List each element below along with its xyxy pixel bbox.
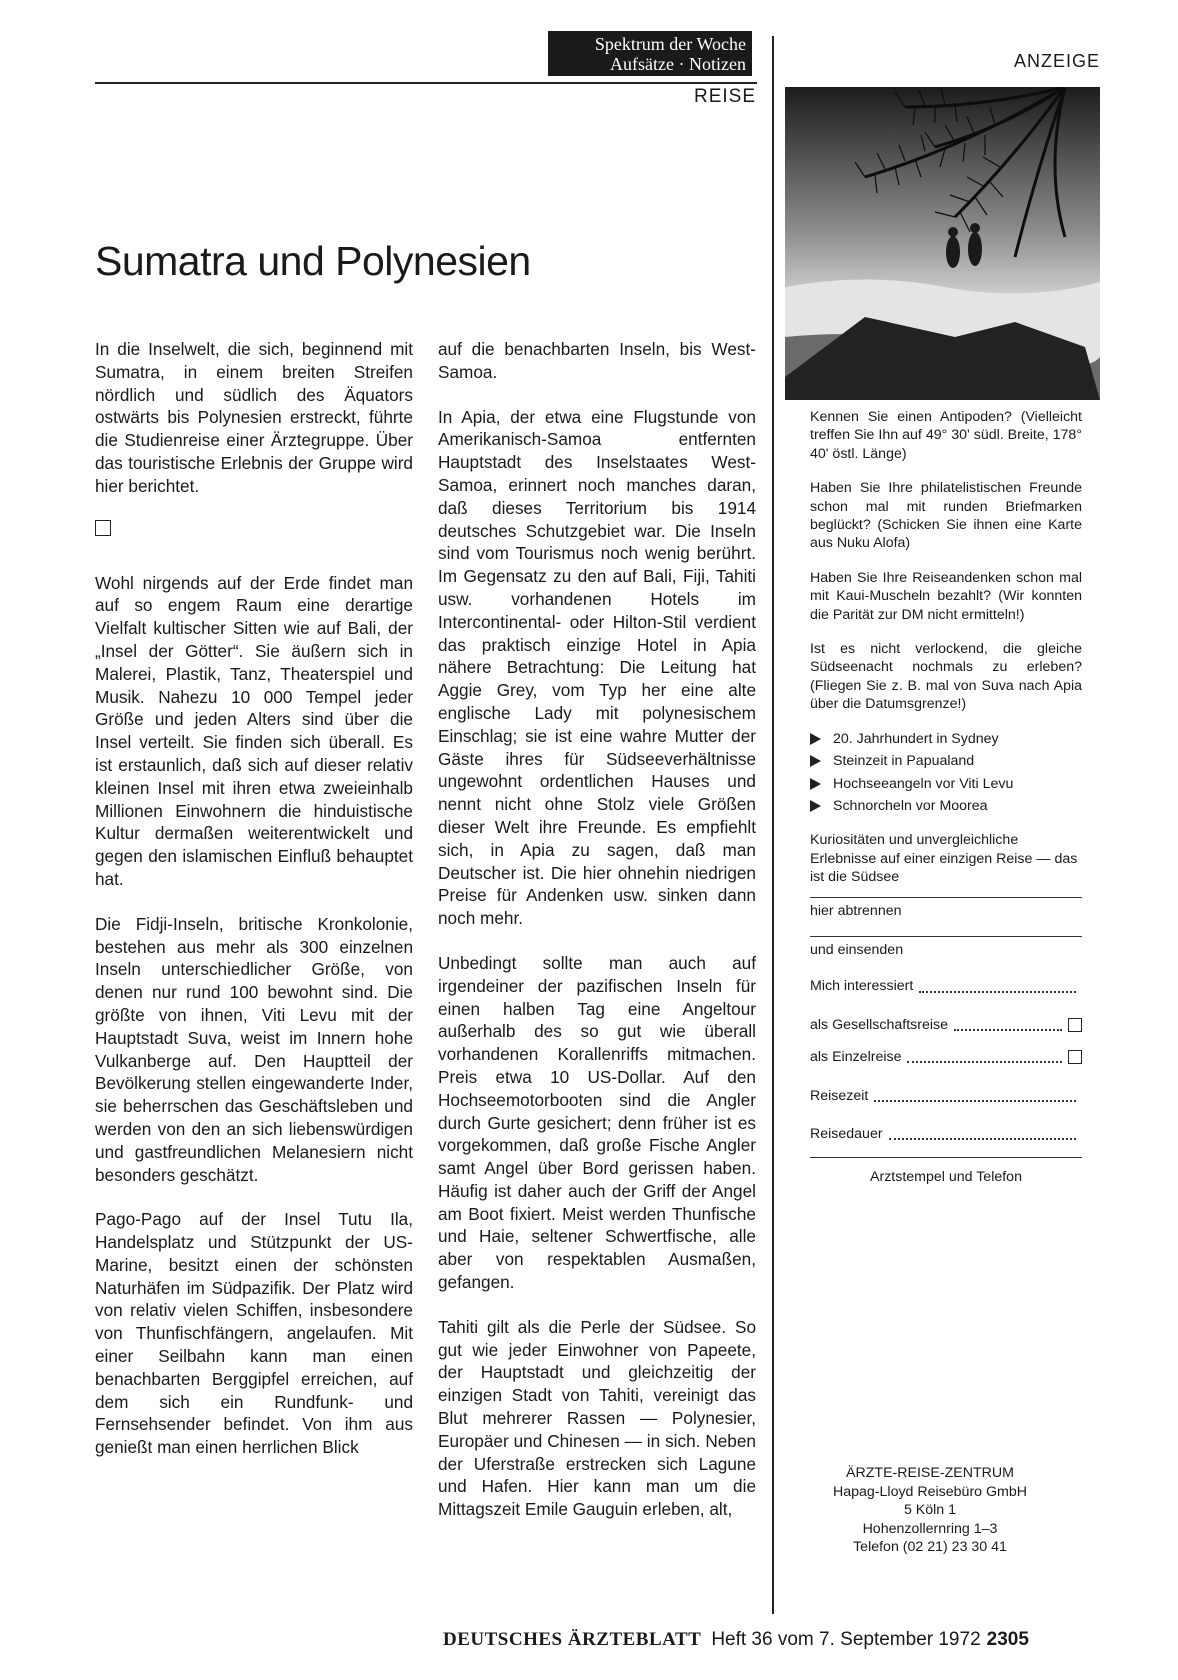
page-number: 2305 — [986, 1629, 1029, 1650]
advertisement — [810, 408, 1082, 1187]
bullet-text: Hochseeangeln vor Viti Levu — [833, 775, 1014, 792]
cut-line — [810, 897, 1082, 898]
travel-time-row — [810, 1087, 1082, 1105]
ad-paragraph: Ist es nicht verlockend, die gleiche Südseenacht nochmals zu erleben? (Fliegen Sie z. B. mal von Suva nach Apia über die Datumsgrenze!) — [810, 641, 1082, 713]
column-divider — [772, 36, 774, 1614]
single-travel-row — [810, 1048, 1082, 1066]
page-footer — [443, 1629, 1029, 1651]
ad-paragraph: Kennen Sie einen Antipoden? (Vielleicht treffen Sie Ihn auf 49° 30' südl. Breite, 178° 40' östl. Länge) — [810, 409, 1082, 462]
single-travel-checkbox[interactable] — [1068, 1050, 1082, 1064]
triangle-bullet-icon — [810, 755, 821, 767]
paragraph: Unbedingt sollte man auch auf irgendeiner der pazifischen Inseln für einen halben Tag eine Angeltour außerhalb des so gut wie überall vorhandenen Korallenriffs mitmachen. Preis etwa 10 US-Dollar. Auf den Hochseemotorbooten sind die Angler durch Gurte gesichert; denn früher ist es vorgekommen, daß große Fische Angler samt Angel über Bord gerissen haben. Häufig ist daher auch der Griff der Angel am Boot fixiert. Meist werden Thunfische und Haie, seltener Schwertfische, alle aber von respektablen Ausmaßen, gefangen. — [438, 952, 756, 1293]
article-column-1 — [95, 338, 413, 1481]
bullet-text: Steinzeit in Papualand — [833, 753, 975, 770]
group-travel-row — [810, 1016, 1082, 1034]
beach-photo — [785, 87, 1100, 400]
section-badge — [548, 31, 752, 76]
paragraph: auf die benachbarten Inseln, bis West-Samoa. — [438, 339, 756, 382]
journal-name: DEUTSCHES ÄRZTEBLATT — [443, 1629, 702, 1650]
paragraph: Wohl nirgends auf der Erde findet man auf so engem Raum eine derartige Vielfalt kultischer Sitten wie auf Bali, der „Insel der Götter“. Sie äußern sich in Malerei, Plastik, Tanz, Theaterspiel und Musik. Nahezu 10 000 Tempel jeder Größe und jeden Alters sind über die Insel verteilt. Sie finden sich überall. Es ist erstaunlich, daß sich auf dieser relativ kleinen Insel mit ihren etwa zweieinhalb Millionen Einwohnern die hinduistische Kultur dermaßen weiterentwickelt und gegen den islamischen Einfluß behauptet hat. — [95, 572, 413, 889]
dotted-line[interactable] — [874, 1090, 1076, 1102]
ad-paragraph: Haben Sie Ihre philatelistischen Freunde schon mal mit runden Briefmarken beglückt? (Schicken Sie ihnen eine Karte aus Nuku Alofa) — [810, 480, 1082, 552]
badge-line-2: Aufsätze · Notizen — [610, 54, 746, 74]
cut-line — [810, 936, 1082, 937]
agency-company: Hapag-Lloyd Reisebüro GmbH — [833, 1483, 1027, 1500]
triangle-bullet-icon — [810, 800, 821, 812]
ad-bullet-list — [810, 730, 1082, 816]
ad-paragraph: Haben Sie Ihre Reiseandenken schon mal mit Kaui-Muscheln bezahlt? (Wir konnten die Parität zur DM nicht ermitteln!) — [810, 569, 1082, 623]
list-item — [810, 797, 1082, 815]
badge-line-1: Spektrum der Woche — [594, 34, 746, 54]
send-instruction: und einsenden — [810, 941, 904, 958]
single-travel-label: als Einzelreise — [810, 1049, 902, 1066]
travel-time-label: Reisezeit — [810, 1087, 869, 1104]
travel-duration-label: Reisedauer — [810, 1125, 883, 1142]
stamp-label: Arztstempel und Telefon — [870, 1169, 1022, 1186]
cut-instruction: hier abtrennen — [810, 902, 902, 919]
bullet-text: 20. Jahrhundert in Sydney — [833, 730, 999, 747]
ad-label: ANZEIGE — [1013, 51, 1100, 71]
paragraph: In Apia, der etwa eine Flugstunde von Amerikanisch-Samoa entfernten Hauptstadt des Inselstaates West-Samoa, erinnert noch manches daran, daß dieses Territorium bis 1914 deutsches Schutzgebiet war. Die Inseln sind vom Tourismus noch wenig berührt. Im Gegensatz zu den auf Bali, Fiji, Tahiti usw. vorhandenen Hotels im Intercontinental- oder Hilton-Stil verdient das praktisch einzige Hotel in Apia nähere Betrachtung: Die Leitung hat Aggie Grey, vom Typ her eine alte englische Lady mit polynesischem Einschlag; sie ist eine wahre Mutter der Gäste ihres für Südseeverhältnisse ungewohnt ordentlichen Hauses und nennt nicht ohne Stolz viele Größen dieser Welt ihre Freunde. Es empfiehlt sich, in Apia zu sagen, daß man Deutscher ist. Die hier ohnehin niedrigen Preise für Andenken usw. sinken dann noch mehr. — [438, 406, 756, 929]
agency-name: ÄRZTE-REISE-ZENTRUM — [846, 1465, 1014, 1481]
bullet-text: Schnorcheln vor Moorea — [833, 797, 988, 814]
dotted-line[interactable] — [919, 981, 1076, 993]
group-travel-checkbox[interactable] — [1068, 1018, 1082, 1032]
list-item — [810, 752, 1082, 770]
agency-street: Hohenzollernring 1–3 — [862, 1520, 998, 1537]
section-label: REISE — [693, 86, 756, 107]
paragraph: Die Fidji-Inseln, britische Kronkolonie, bestehen aus mehr als 300 einzelnen Inseln unterschiedlicher Größe, von denen nur rund 100 bewohnt sind. Die größte von ihnen, Viti Levu mit der Hauptstadt Suva, weist im Innern hohe Vulkanberge auf. Den Hauptteil der Bevölkerung stellen eingewanderte Inder, sie beherrschen das Geschäftsleben und werden von den an sich liebenswürdigen und gastfreundlichen Melanesiern nicht besonders geschätzt. — [95, 913, 413, 1185]
issue-info: Heft 36 vom 7. September 1972 — [711, 1629, 981, 1650]
dotted-line — [907, 1051, 1062, 1063]
triangle-bullet-icon — [810, 733, 821, 745]
dotted-line[interactable] — [889, 1128, 1076, 1140]
article-column-2 — [438, 338, 756, 1543]
header-rule — [95, 82, 757, 84]
paragraph: Tahiti gilt als die Perle der Südsee. So gut wie jeder Einwohner von Papeete, der Hauptstadt und gleichzeitig der einzigen Stadt von Tahiti, vereinigt das Blut mehrerer Rassen — Polynesier, Europäer und Chinesen — in sich. Neben der Uferstraße erstrecken sich Lagune und Hafen. Hier kann man um die Mittagszeit Emile Gauguin erleben, alt, — [438, 1316, 756, 1520]
ad-paragraph: Kuriositäten und unvergleichliche Erlebnisse auf einer einzigen Reise — das ist die Südsee — [810, 832, 1078, 886]
paragraph: Pago-Pago auf der Insel Tutu Ila, Handelsplatz und Stützpunkt der US-Marine, besitzt einen der schönsten Naturhäfen im Südpazifik. Der Platz wird von relativ vielen Schiffen, insbesondere von Thunfischfängern, angelaufen. Mit einer Seilbahn kann man einen benachbarten Berggipfel erreichen, auf dem sich ein Rundfunk- und Fernsehsender befindet. Von ihm aus genießt man einen herrlichen Blick — [95, 1209, 413, 1458]
dotted-line — [954, 1019, 1062, 1031]
interest-row — [810, 977, 1082, 995]
stamp-rule — [810, 1157, 1082, 1158]
agency-city: 5 Köln 1 — [903, 1502, 957, 1519]
group-travel-label: als Gesellschaftsreise — [810, 1016, 948, 1033]
triangle-bullet-icon — [810, 778, 821, 790]
list-item — [810, 730, 1082, 748]
list-item — [810, 775, 1082, 793]
agency-phone: Telefon (02 21) 23 30 41 — [853, 1539, 1007, 1556]
article-title: Sumatra und Polynesien — [95, 238, 531, 284]
interest-label: Mich interessiert — [810, 978, 914, 995]
address-block — [810, 1464, 1050, 1557]
travel-duration-row — [810, 1125, 1082, 1143]
intro-paragraph: In die Inselwelt, die sich, beginnend mit Sumatra, in einem breiten Streifen nördlich und südlich des Äquators ostwärts bis Polynesien erstreckt, führte die Studienreise einer Ärztegruppe. Über das touristische Erlebnis der Gruppe wird hier berichtet. — [95, 339, 413, 496]
separator-square — [95, 520, 111, 536]
